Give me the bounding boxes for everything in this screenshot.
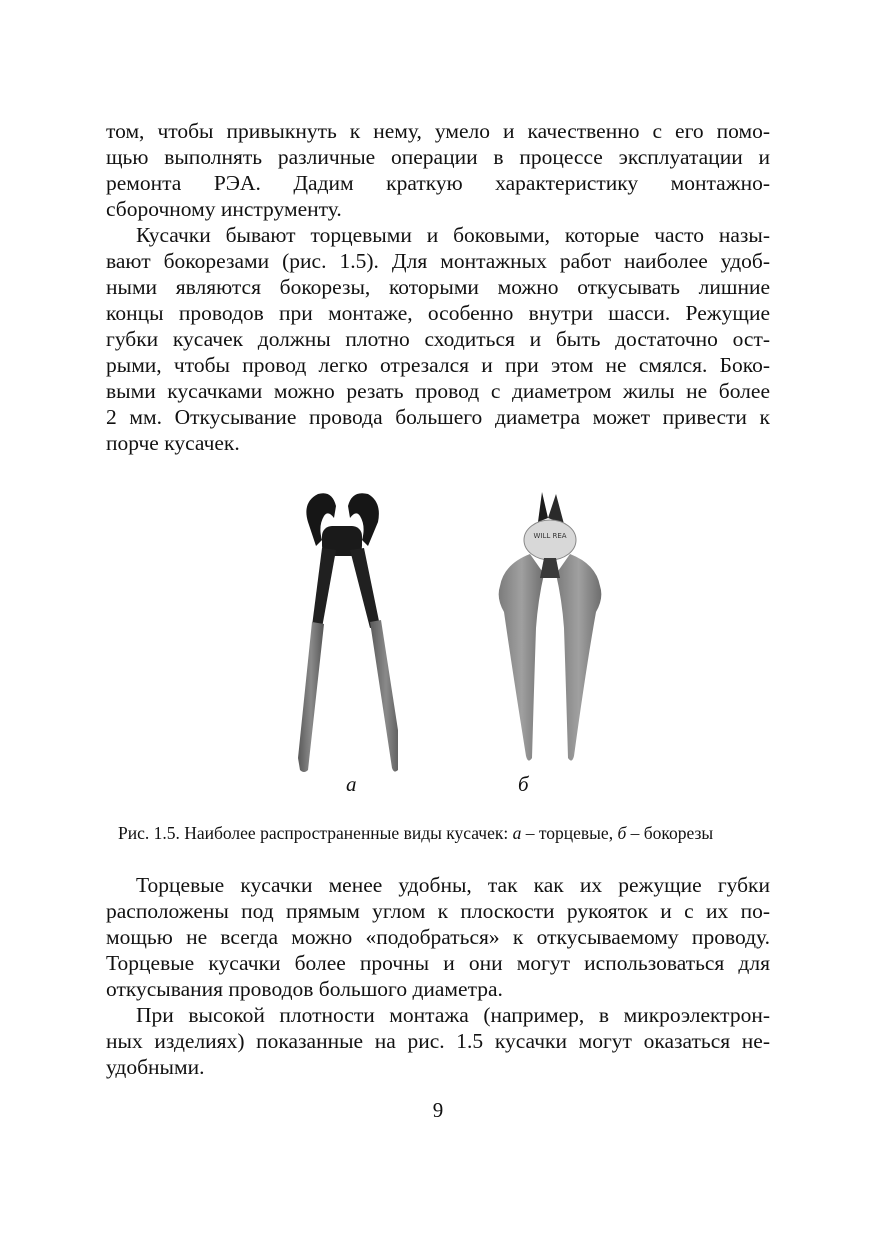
figure-label-a: а xyxy=(346,772,357,796)
text-line: рыми, чтобы провод легко отрезался и при этом не смялся. Боко- xyxy=(106,353,770,377)
text-line: губки кусачек должны плотно сходиться и быть достаточно ост- xyxy=(106,327,770,351)
end-cutting-pliers-image xyxy=(278,488,398,778)
text-line: удобными. xyxy=(106,1055,205,1079)
text-line: мощью не всегда можно «подобраться» к откусываемому проводу. xyxy=(106,925,770,949)
text-line: концы проводов при монтаже, особенно внутри шасси. Режущие xyxy=(106,301,770,325)
text-line: 2 мм. Откусывание провода большего диаметра может привести к xyxy=(106,405,770,429)
figure-label-b: б xyxy=(518,772,529,796)
text-line: вают бокорезами (рис. 1.5). Для монтажных работ наиболее удоб- xyxy=(106,249,770,273)
logo-text: WILL REA xyxy=(533,532,567,540)
side-cutters-image xyxy=(490,488,610,778)
caption-b: б xyxy=(617,823,627,843)
paragraph-1 xyxy=(106,118,770,222)
text-line: выми кусачками можно резать провод с диаметром жилы не более xyxy=(106,379,770,403)
figure-pliers xyxy=(270,488,610,796)
caption-suffix: – бокорезы xyxy=(626,823,714,843)
paragraph-3 xyxy=(106,872,770,1002)
text-line: ных изделиях) показанные на рис. 1.5 кусачки могут оказаться не- xyxy=(106,1029,770,1053)
caption-mid: – торцевые, xyxy=(521,823,618,843)
text-line: Торцевые кусачки менее удобны, так как их режущие губки xyxy=(136,873,770,897)
text-line: ремонта РЭА. Дадим краткую характеристику монтажно- xyxy=(106,171,770,195)
page-number: 9 xyxy=(432,1098,444,1122)
text-line: ными являются бокорезы, которыми можно откусывать лишние xyxy=(106,275,770,299)
text-line: щью выполнять различные операции в процессе эксплуатации и xyxy=(106,145,770,169)
caption-prefix: Рис. 1.5. Наиболее распространенные виды кусачек: xyxy=(118,823,513,843)
text-line: том, чтобы привыкнуть к нему, умело и качественно с его помо- xyxy=(106,119,770,143)
figure-caption xyxy=(118,822,778,844)
paragraph-2 xyxy=(106,222,770,456)
text-line: При высокой плотности монтажа (например, в микроэлектрон- xyxy=(136,1003,770,1027)
text-line: сборочному инструменту. xyxy=(106,197,342,221)
paragraph-4 xyxy=(106,1002,770,1080)
text-line: расположены под прямым углом к плоскости рукояток и с их по- xyxy=(106,899,770,923)
caption-a: а xyxy=(512,823,522,843)
text-line: Кусачки бывают торцевыми и боковыми, которые часто назы- xyxy=(136,223,770,247)
text-line: откусывания проводов большого диаметра. xyxy=(106,977,503,1001)
text-line: порче кусачек. xyxy=(106,431,240,455)
text-line: Торцевые кусачки более прочны и они могут использоваться для xyxy=(106,951,770,975)
